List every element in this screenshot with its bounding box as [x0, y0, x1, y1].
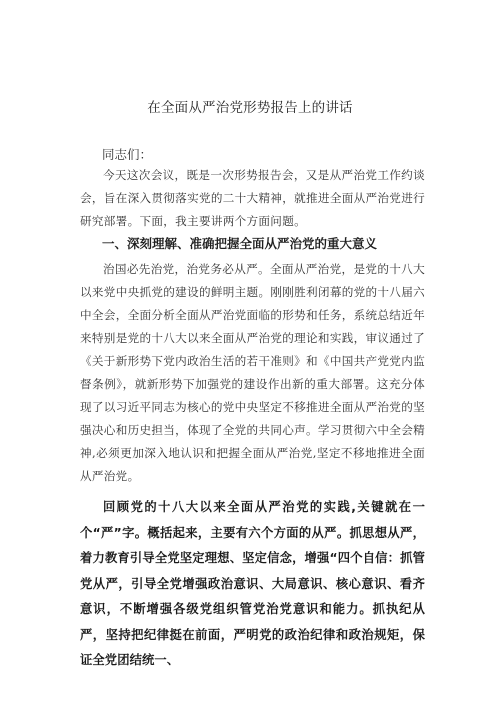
- document-title: 在全面从严治党形势报告上的讲话: [147, 100, 353, 116]
- paragraph-section-1: 治国必先治党，治党务必从严。全面从严治党，是党的十八大以来党中央抓党的建设的鲜明主题。刚刚胜利闭幕的党的十八届六中全会，全面分析全面从严治党面临的形势和任务，系统总结近年来特别是党的十八大以来全面从严治党的理论和实践，审议通过了《关于新形势下党内政治生活的若干准则》和《中国共产党党内监督条例》，就新形势下加强党的建设作出新的重大部署。这充分体现了以习近平同志为核心的党中央坚定不移推进全面从严治党的坚强决心和历史担当，体现了全党的共同心声。学习贯彻六中全会精神,必须更加深入地认识和把握全面从严治党,坚定不移地推进全面从严治党。: [80, 262, 425, 483]
- paragraph-intro: 今天这次会议，既是一次形势报告会，又是从严治党工作约谈会，旨在深入贯彻落实党的二十大精神，就推进全面从严治党进行研究部署。下面，我主要讲两个方面问题。: [80, 168, 425, 228]
- salutation: 同志们：: [102, 147, 153, 162]
- section-heading: 一、深刻理解、准确把握全面从严治党的重大意义: [102, 236, 378, 251]
- paragraph-review: 回顾党的十八大以来全面从严治党的实践,关键就在一个“严”字。概括起来，主要有六个方面的从严。抓思想从严，着力教育引导全党坚定理想、坚定信念，增强“四个自信：抓管党从严，引导全党增强政治意识、大局意识、核心意识、看齐意识，不断增强各级党组织管党治党意识和能力。抓执纪从严，坚持把纪律挺在前面，严明党的政治纪律和政治规矩，保证全党团结统一、: [80, 500, 425, 667]
